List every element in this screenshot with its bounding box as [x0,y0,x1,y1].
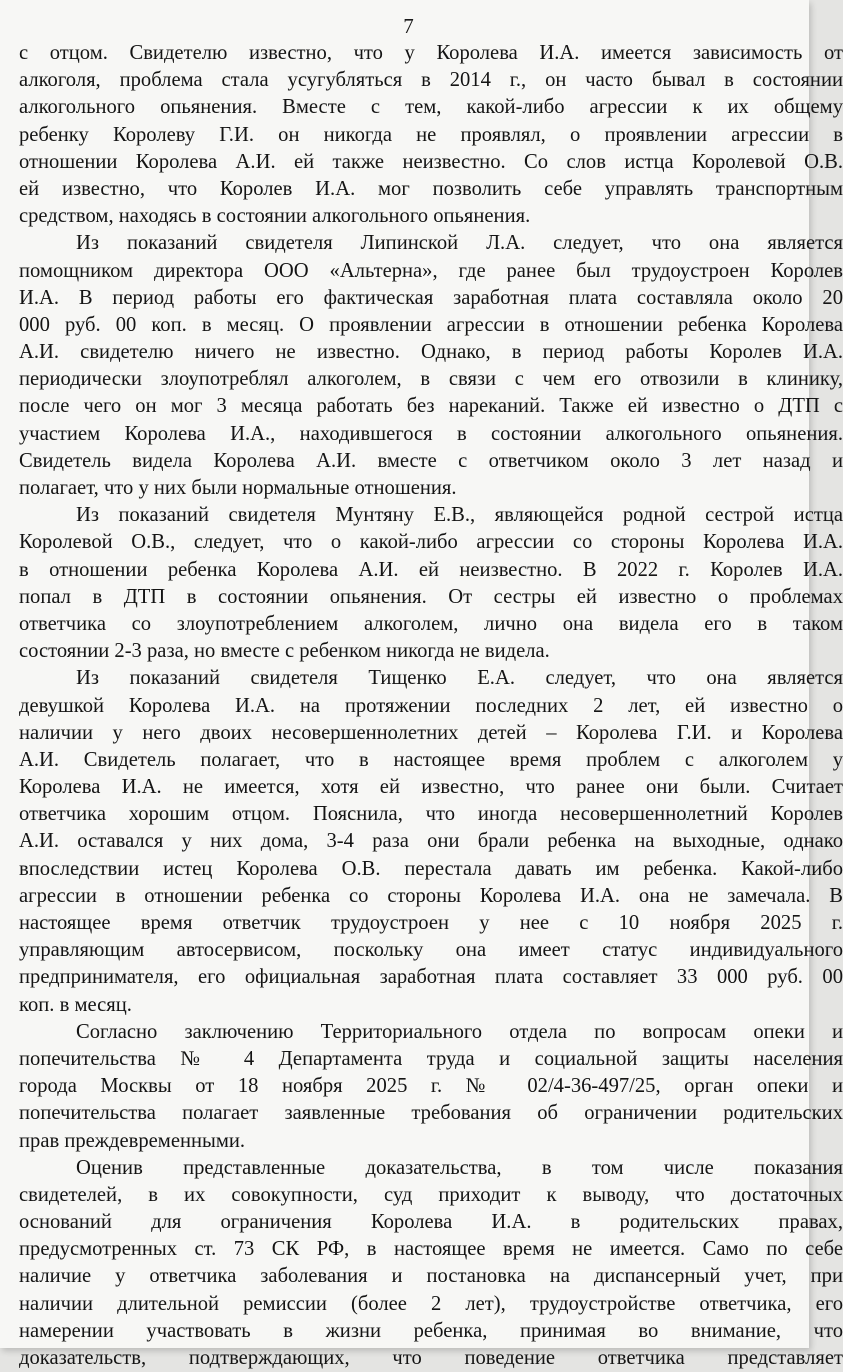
text-line: оснований для ограничения Королева И.А. в родительских правах, [19,1211,843,1234]
text-line: Согласно заключению Территориального отдела по вопросам опеки и [76,1020,843,1043]
text-line: наличии длительной ремиссии (более 2 лет), трудоустройстве ответчика, его [19,1292,843,1315]
text-line: периодически злоупотреблял алкоголем, в связи с чем его отвозили в клинику, [19,368,843,391]
text-line: Королевой О.В., следует, что о какой-либо агрессии со стороны Королева И.А. [19,531,843,554]
text-line: намерении участвовать в жизни ребенка, принимая во внимание, что [19,1319,843,1342]
text-line: состоянии 2-3 раза, но вместе с ребенком никогда не видела. [19,640,550,663]
text-line: А.И. Свидетель полагает, что в настоящее время проблем с алкоголем у [19,748,843,771]
text-line: Из показаний свидетеля Тищенко Е.А. следует, что она является [76,667,843,690]
text-line: Королева И.А. не имеется, хотя ей известно, что ранее они были. Считает [19,776,843,799]
text-line: 000 руб. 00 коп. в месяц. О проявлении агрессии в отношении ребенка Королева [19,313,843,336]
text-line: Из показаний свидетеля Мунтяну Е.В., являющейся родной сестрой истца [76,504,843,527]
text-line: отношении Королева А.И. ей также неизвестно. Со слов истца Королевой О.В. [19,150,843,173]
text-line: девушкой Королева И.А. на протяжении последних 2 лет, ей известно о [19,694,843,717]
text-line: с отцом. Свидетелю известно, что у Королева И.А. имеется зависимость от [19,42,843,64]
text-line: агрессии в отношении ребенка со стороны Королева И.А. она не замечала. В [19,884,843,907]
text-line: алкогольного опьянения. Вместе с тем, какой-либо агрессии к их общему [19,96,843,119]
text-line: А.И. свидетелю ничего не известно. Однако, в период работы Королев И.А. [19,341,843,364]
text-line: ответчика хорошим отцом. Пояснила, что иногда несовершеннолетний Королев [19,803,843,826]
text-line: участием Королева И.А., находившегося в состоянии алкогольного опьянения. [19,422,843,445]
text-line: алкоголя, проблема стала усугубляться в 2014 г., он часто бывал в состоянии [19,69,843,92]
document-body [0,40,843,1372]
text-line: доказательств, подтверждающих, что поведение ответчика представляет [19,1347,843,1369]
text-line: ребенку Королеву Г.И. он никогда не проявлял, о проявлении агрессии в [19,123,843,146]
text-line: средством, находясь в состоянии алкогольного опьянения. [19,205,531,228]
text-line: настоящее время ответчик трудоустроен у нее с 10 ноября 2025 г. [19,912,843,934]
text-line: города Москвы от 18 ноября 2025 г. № 02/4-36-497/25, орган опеки и [19,1075,843,1098]
text-line: попечительства полагает заявленные требования об ограничении родительских [19,1102,843,1125]
text-line: помощником директора ООО «Альтерна», где ранее был трудоустроен Королев [19,259,843,282]
text-line: наличие у ответчика заболевания и постановка на диспансерный учет, при [19,1265,843,1288]
text-line: Из показаний свидетеля Липинской Л.А. следует, что она является [76,232,843,255]
text-line: Свидетель видела Королева А.И. вместе с ответчиком около 3 лет назад и [19,449,843,472]
text-line: ей известно, что Королев И.А. мог позволить себе управлять транспортным [19,177,843,200]
page-number: 7 [403,14,414,38]
text-line: впоследствии истец Королева О.В. перестала давать им ребенка. Какой-либо [19,857,843,880]
text-line: предпринимателя, его официальная заработная плата составляет 33 000 руб. 00 [19,966,843,989]
text-line: управляющим автосервисом, поскольку она имеет статус индивидуального [19,939,843,962]
text-line: коп. в месяц. [19,993,132,1016]
text-line: предусмотренных ст. 73 СК РФ, в настоящее время не имеется. Само по себе [19,1238,843,1261]
text-line: прав преждевременными. [19,1129,246,1152]
text-line: ответчика со злоупотреблением алкоголем, лично она видела его в таком [19,612,843,635]
text-line: Оценив представленные доказательства, в том числе показания [76,1156,843,1179]
text-line: И.А. В период работы его фактическая заработная плата составляла около 20 [19,286,843,309]
text-line: А.И. оставался у них дома, 3-4 раза они брали ребенка на выходные, однако [19,830,843,853]
text-line: полагает, что у них были нормальные отношения. [19,477,457,499]
text-line: попал в ДТП в состоянии опьянения. От сестры ей известно о проблемах [19,585,843,608]
text-line: попечительства № 4 Департамента труда и социальной защиты населения [19,1047,843,1070]
text-line: свидетелей, в их совокупности, суд приходит к выводу, что достаточных [19,1183,843,1206]
text-line: в отношении ребенка Королева А.И. ей неизвестно. В 2022 г. Королев И.А. [19,558,843,581]
text-line: после чего он мог 3 месяца работать без нареканий. Также ей известно о ДТП с [19,395,843,418]
text-line: наличии у него двоих несовершеннолетних детей – Королева Г.И. и Королева [19,721,843,744]
